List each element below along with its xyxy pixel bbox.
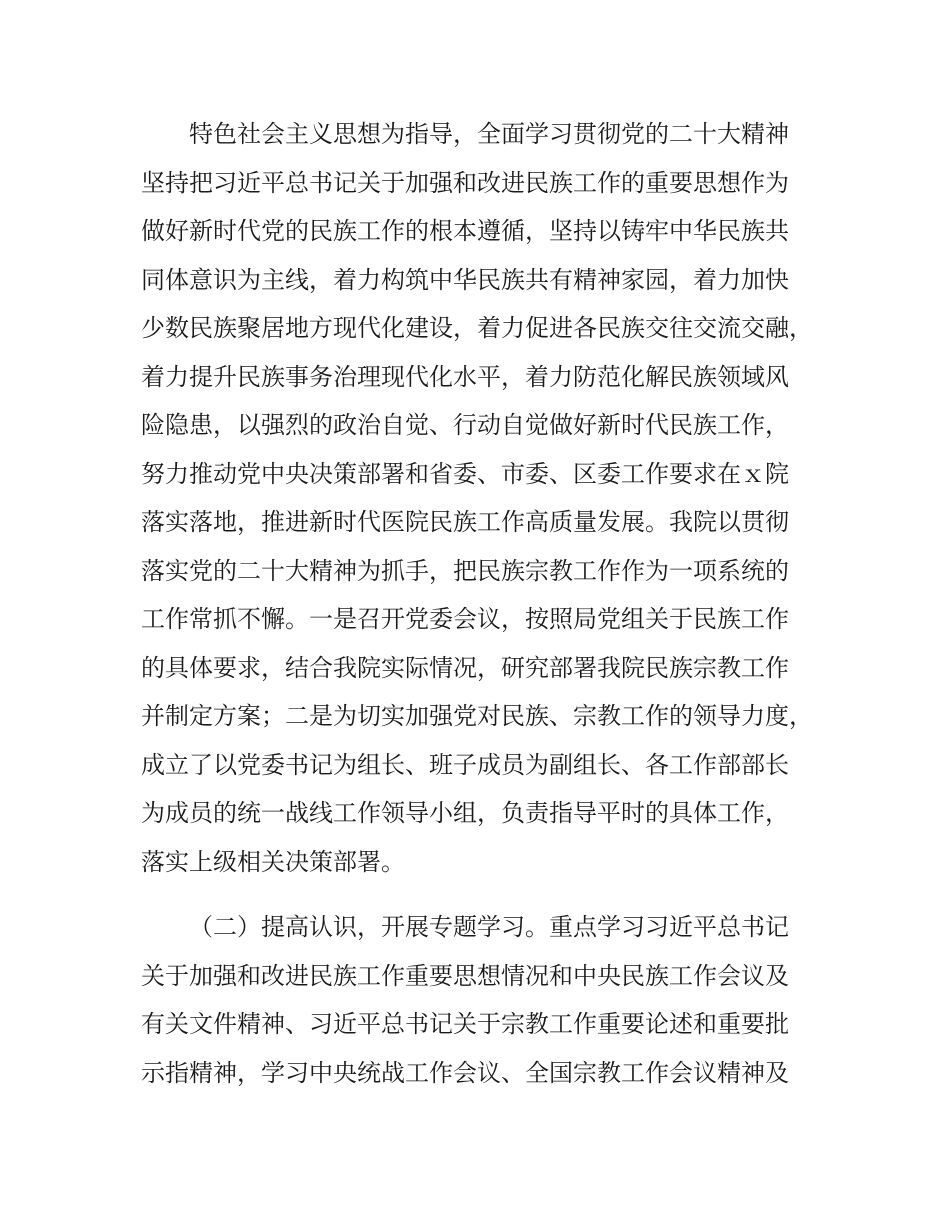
text-line: 落实落地，推进新时代医院民族工作高质量发展。我院以贯彻 <box>141 508 789 536</box>
text-line: 的具体要求，结合我院实际情况，研究部署我院民族宗教工作 <box>141 653 789 682</box>
text-line: 特色社会主义思想为指导，全面学习贯彻党的二十大精神 <box>189 120 789 148</box>
text-line: 少数民族聚居地方现代化建设，着力促进各民族交往交流交融， <box>141 314 813 342</box>
text-line: 险隐患，以强烈的政治自觉、行动自觉做好新时代民族工作， <box>141 411 789 439</box>
text-line: 并制定方案；二是为切实加强党对民族、宗教工作的领导力度， <box>141 702 813 730</box>
text-line: 同体意识为主线，着力构筑中华民族共有精神家园，着力加快 <box>141 265 789 294</box>
text-line: 做好新时代党的民族工作的根本遵循，坚持以铸牢中华民族共 <box>141 217 789 245</box>
text-line: 努力推动党中央决策部署和省委、市委、区委工作要求在ｘ院 <box>141 459 789 488</box>
text-line: 有关文件精神、习近平总书记关于宗教工作重要论述和重要批 <box>141 1010 789 1038</box>
text-line: 关于加强和改进民族工作重要思想情况和中央民族工作会议及 <box>141 961 789 990</box>
text-line: 落实上级相关决策部署。 <box>141 847 405 876</box>
text-line: 成立了以党委书记为组长、班子成员为副组长、各工作部部长 <box>141 750 789 779</box>
text-line: 坚持把习近平总书记关于加强和改进民族工作的重要思想作为 <box>141 168 789 197</box>
text-line: 工作常抓不懈。一是召开党委会议，按照局党组关于民族工作 <box>141 605 789 633</box>
text-line: 为成员的统一战线工作领导小组，负责指导平时的具体工作， <box>141 799 789 827</box>
paragraph-1 <box>141 110 841 886</box>
paragraph-2 <box>141 903 841 1097</box>
text-line: 着力提升民族事务治理现代化水平，着力防范化解民族领域风 <box>141 362 789 391</box>
text-line: 示指精神，学习中央统战工作会议、全国宗教工作会议精神及 <box>141 1058 789 1087</box>
text-line: （二）提高认识，开展专题学习。重点学习习近平总书记 <box>189 913 789 941</box>
text-line: 落实党的二十大精神为抓手，把民族宗教工作作为一项系统的 <box>141 556 789 585</box>
